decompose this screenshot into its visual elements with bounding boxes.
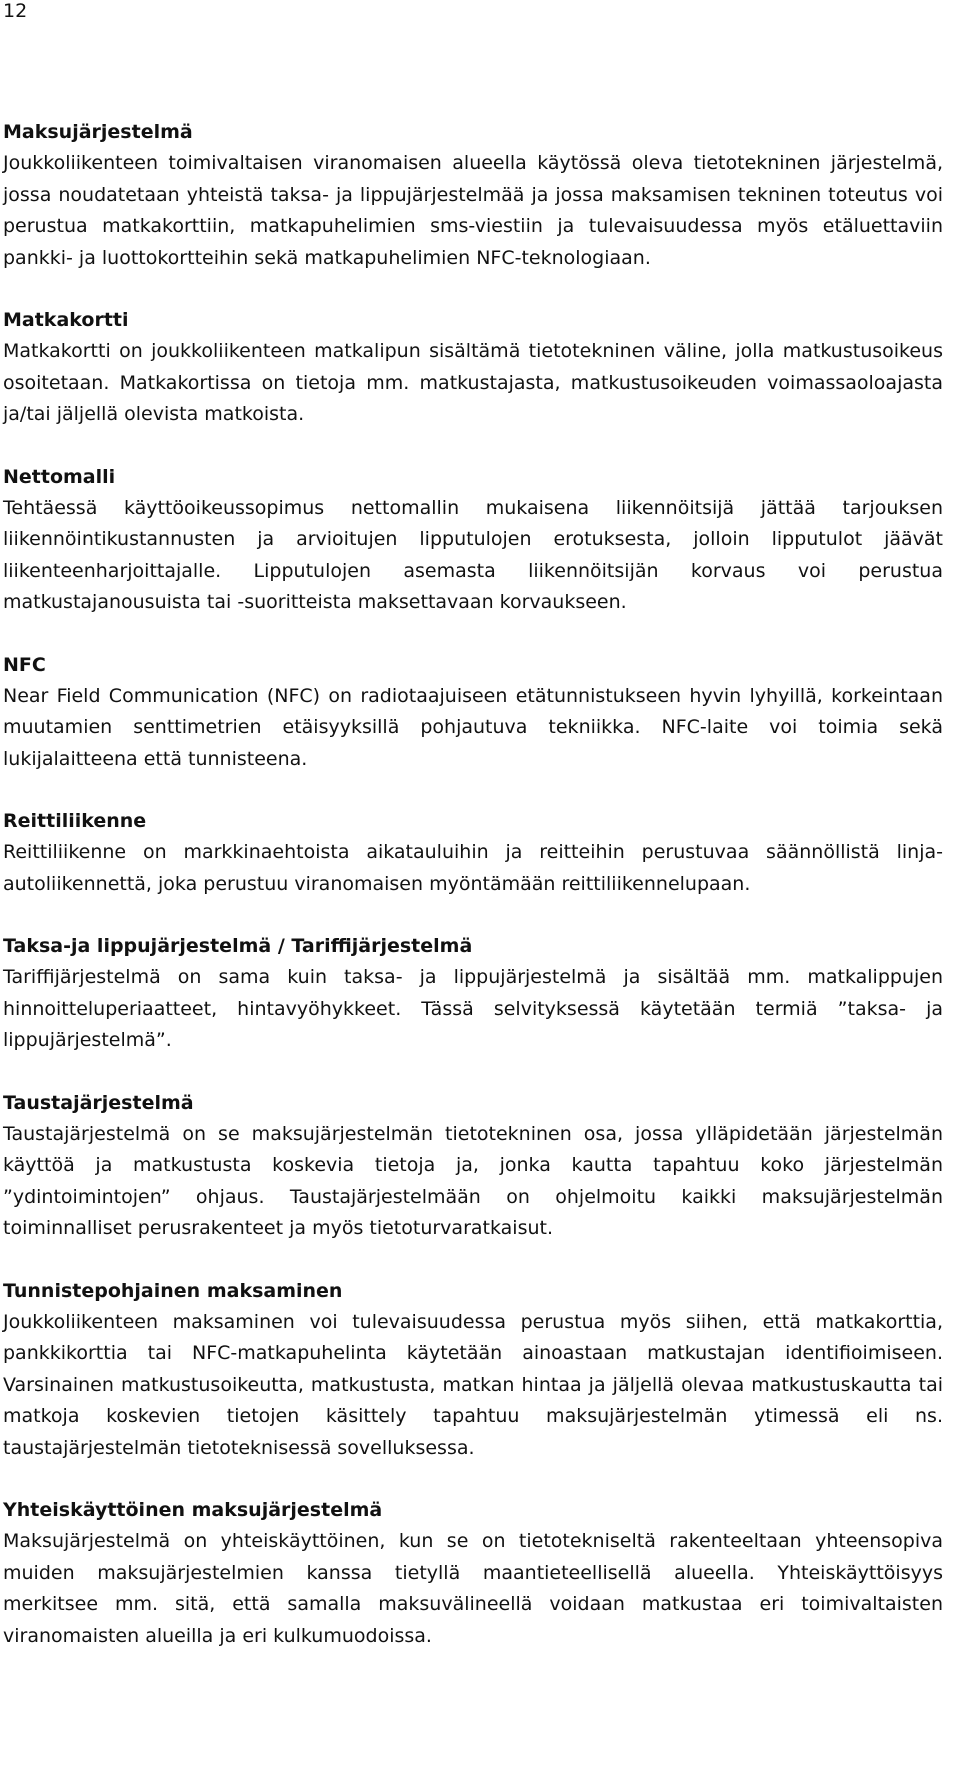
entry-heading: NFC <box>3 653 46 676</box>
entry-heading: Taksa-ja lippujärjestelmä / Tariffijärjestelmä <box>3 935 473 957</box>
entry-text: Maksujärjestelmä on yhteiskäyttöinen, kun se on tietotekniseltä rakenteeltaan yhteensopiva muiden maksujärjestelmien kanssa tietyllä maantieteellisellä alueella. Yhteiskäyttöisyys merkitsee mm. sitä, että samalla maksuvälineellä voidaan matkustaa eri toimivaltaisten viranomaisten alueilla ja eri kulkumuodoissa. <box>3 1530 943 1647</box>
page-number: 12 <box>3 0 28 22</box>
entry-text: Near Field Communication (NFC) on radiotaajuiseen etätunnistukseen hyvin lyhyillä, korkeintaan muutamien senttimetrien etäisyyksillä pohjautuva tekniikka. NFC-laite voi toimia sekä lukijalaitteena että tunnisteena. <box>3 684 943 770</box>
entry-heading: Nettomalli <box>3 465 116 488</box>
glossary-entry-tariffijarjestelma <box>3 931 943 1057</box>
glossary-entry-maksujarjestelma <box>3 117 943 274</box>
entry-text: Tehtäessä käyttöoikeussopimus nettomallin mukaisena liikennöitsijä jättää tarjouksen liikennöintikustannusten ja arvioitujen lipputulojen erotuksesta, jolloin lipputulot jäävät liikenteenharjoittajalle. Lipputulojen asemasta liikennöitsijän korvaus voi perustua matkustajanousuista tai -suoritteista maksettavaan korvaukseen. <box>3 496 943 613</box>
entry-text: Joukkoliikenteen toimivaltaisen viranomaisen alueella käytössä oleva tietotekninen järjestelmä, jossa noudatetaan yhteistä taksa- ja lippujärjestelmää ja jossa maksamisen tekninen toteutus voi perustua matkakorttiin, matkapuhelimien sms-viestiin ja tulevaisuudessa myös etäluettaviin pankki- ja luottokortteihin sekä matkapuhelimien NFC-teknologiaan. <box>3 152 943 269</box>
entry-text: Tariffijärjestelmä on sama kuin taksa- ja lippujärjestelmä ja sisältää mm. matkalippujen hinnoitteluperiaatteet, hintavyöhykkeet. Tässä selvityksessä käytetään termiä ”taksa- ja lippujärjestelmä”. <box>3 966 943 1051</box>
entry-text: Reittiliikenne on markkinaehtoista aikatauluihin ja reitteihin perustuvaa säännöllistä linja-autoliikennettä, joka perustuu viranomaisen myöntämään reittiliikennelupaan. <box>3 841 943 895</box>
entry-text: Matkakortti on joukkoliikenteen matkalipun sisältämä tietotekninen väline, jolla matkustusoikeus osoitetaan. Matkakortissa on tietoja mm. matkustajasta, matkustusoikeuden voimassaoloajasta ja/tai jäljellä olevista matkoista. <box>3 340 943 425</box>
entry-heading: Taustajärjestelmä <box>3 1091 194 1114</box>
entry-heading: Maksujärjestelmä <box>3 121 193 143</box>
glossary-entry-tunnistepohjainen-maksaminen <box>3 1276 943 1465</box>
entry-heading: Tunnistepohjainen maksaminen <box>3 1279 343 1302</box>
entry-heading: Yhteiskäyttöinen maksujärjestelmä <box>3 1499 383 1521</box>
glossary <box>3 117 943 1683</box>
glossary-entry-nfc <box>3 650 943 776</box>
glossary-entry-nettomalli <box>3 462 943 619</box>
glossary-entry-yhteiskayttoinen-maksujarjestelma <box>3 1495 943 1652</box>
glossary-entry-matkakortti <box>3 305 943 431</box>
glossary-entry-reittiliikenne <box>3 806 943 900</box>
entry-text: Joukkoliikenteen maksaminen voi tulevaisuudessa perustua myös siihen, että matkakorttia, pankkikorttia tai NFC-matkapuhelinta käytetään ainoastaan matkustajan identifioimiseen. Varsinainen matkustusoikeutta, matkustusta, matkan hintaa ja jäljellä olevaa matkustuskautta tai matkoja koskevien tietojen käsittely tapahtuu maksujärjestelmän ytimessä eli ns. taustajärjestelmän tietoteknisessä sovelluksessa. <box>3 1310 943 1459</box>
entry-heading: Matkakortti <box>3 309 129 331</box>
entry-text: Taustajärjestelmä on se maksujärjestelmän tietotekninen osa, jossa ylläpidetään järjestelmän käyttöä ja matkustusta koskevia tietoja ja, jonka kautta tapahtuu koko järjestelmän ”ydintoimintojen” ohjaus. Taustajärjestelmään on ohjelmoitu kaikki maksujärjestelmän toiminnalliset perusrakenteet ja myös tietoturvaratkaisut. <box>3 1122 943 1239</box>
glossary-entry-taustajarjestelma <box>3 1088 943 1245</box>
entry-heading: Reittiliikenne <box>3 810 147 832</box>
